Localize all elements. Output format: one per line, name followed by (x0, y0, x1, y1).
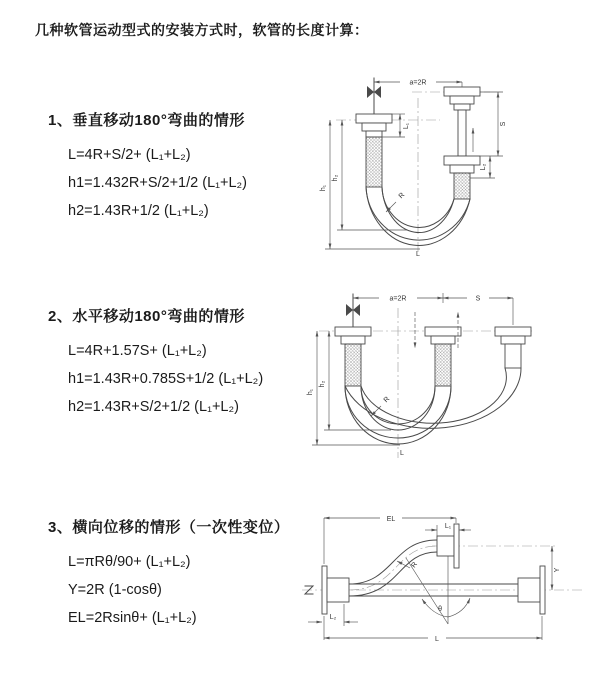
dim-label-r: R (382, 395, 392, 405)
formula-line: L=4R+1.57S+ (L₁+L₂) (68, 343, 207, 359)
right-flange-fitting-lower (444, 156, 480, 199)
dim-label-h1: h₁ (320, 184, 327, 192)
formula-line: h2=1.43R+1/2 (L₁+L₂) (68, 203, 209, 219)
dim-label-el: EL (386, 516, 396, 523)
formula-line: EL=2Rsinθ+ (L₁+L₂) (68, 610, 197, 626)
hose-braid (366, 137, 382, 187)
formula-line: h1=1.43R+0.785S+1/2 (L₁+L₂) (68, 371, 264, 387)
right-flange-fitting-upper (444, 87, 480, 156)
dim-label-s: S (500, 121, 507, 127)
formula-line: Y=2R (1-cosθ) (68, 582, 162, 598)
right-flange-fitting-moved (495, 327, 531, 368)
diagram-horizontal-bend (303, 282, 565, 462)
formula-line: L=4R+S/2+ (L₁+L₂) (68, 147, 191, 163)
dim-label-l1: L₁ (444, 523, 452, 530)
dim-label-theta: θ (438, 606, 442, 613)
left-flange-fitting (335, 327, 371, 386)
dim-label-l: L (416, 251, 420, 258)
dim-label-r: R (410, 561, 420, 570)
left-flange-fitting (322, 566, 349, 614)
formula-line: h2=1.43R+S/2+1/2 (L₁+L₂) (68, 399, 239, 415)
hose-braid (454, 173, 470, 199)
section-3 (48, 516, 289, 632)
dim-label-l: L (400, 450, 404, 457)
section-3-heading: 3、横向位移的情形（一次性变位） (48, 519, 290, 536)
diagram-vertical-bend-svg (312, 68, 562, 258)
hose-bend-arcs (345, 368, 521, 444)
valve-icon (346, 294, 360, 327)
left-flange-fitting (356, 114, 392, 187)
section-1-heading: 1、垂直移动180°弯曲的情形 (48, 112, 245, 129)
hose-braid (345, 344, 361, 386)
dim-label-h1: h₁ (307, 388, 314, 396)
dim-label-s: S (475, 295, 481, 303)
dim-label-a2r: a=2R (409, 79, 427, 87)
s-curve-hose (349, 540, 437, 596)
section-1 (48, 109, 247, 225)
dim-label-l2: L₂ (329, 614, 337, 621)
dim-label-r: R (397, 191, 407, 201)
dim-label-a2r: a=2R (389, 295, 407, 303)
radius-leader (371, 406, 381, 416)
dim-label-l: L (435, 636, 439, 643)
formula-line: h1=1.432R+S/2+1/2 (L₁+L₂) (68, 175, 248, 191)
diagram-lateral-displacement (296, 498, 588, 650)
valve-icon (367, 78, 381, 114)
dimension-el (324, 518, 456, 564)
dimension-l (324, 616, 542, 640)
dim-label-h2: h₂ (332, 174, 339, 182)
section-2 (48, 305, 263, 421)
dim-label-h2: h₂ (319, 380, 326, 388)
middle-flange-fitting (425, 327, 461, 386)
diagram-vertical-bend (312, 68, 562, 258)
section-2-heading: 2、水平移动180°弯曲的情形 (48, 308, 245, 325)
diagram-lateral-displacement-svg (296, 498, 588, 650)
dim-label-l2: L₂ (480, 163, 487, 171)
right-flange-fitting (518, 566, 545, 614)
formula-line: L=πRθ/90+ (L₁+L₂) (68, 554, 191, 570)
page-title: 几种软管运动型式的安装方式时，软管的长度计算： (35, 22, 369, 38)
dim-label-l1: L₁ (403, 122, 410, 130)
hose-braid (435, 344, 451, 386)
dim-label-y: Y (554, 567, 561, 573)
diagram-horizontal-bend-svg (303, 282, 565, 462)
